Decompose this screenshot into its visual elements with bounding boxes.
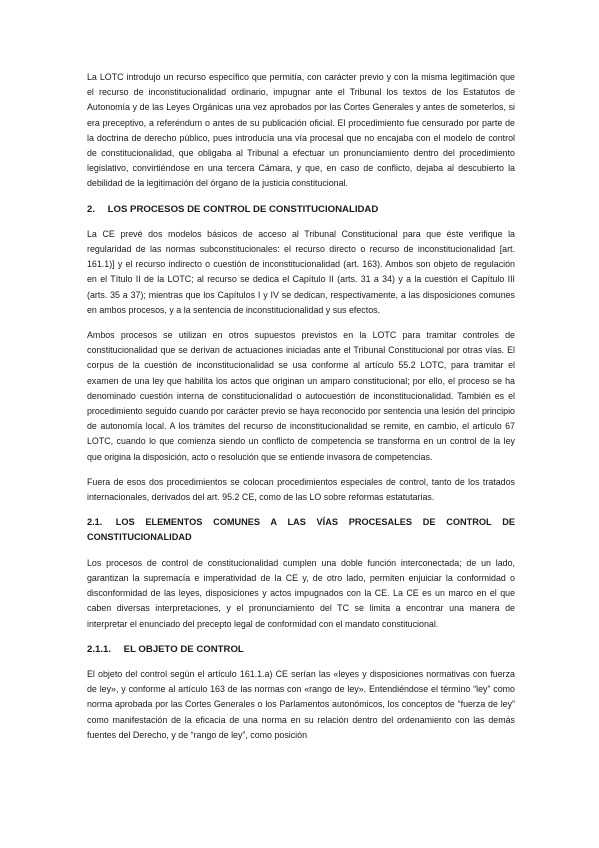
subsection-number: 2.1.: [87, 517, 103, 528]
section-heading: [87, 202, 515, 217]
paragraph: La LOTC introdujo un recurso específico que permitía, con carácter previo y con la misma legitimación que el recurso de inconstitucionalidad ordinario, impugnar ante el Tribunal los textos de los Estatutos de Autonomía y de las Leyes Orgánicas una vez aprobados por las Cortes Generales y antes de someterlos, si era preceptivo, a referéndum o antes de su publicación oficial. El procedimiento fue censurado por parte de la doctrina de derecho público, pues introducía una vía procesal que no encajaba con el modelo de control de constitucionalidad, que obligaba al Tribunal a efectuar un pronunciamiento dentro del procedimiento legislativo, convirtiéndose en una tercera Cámara, y que, en caso de conflicto, dejaba al descubierto la debilidad de la legitimación del órgano de la justicia constitucional.: [87, 72, 515, 189]
section-number: 2.: [87, 203, 96, 215]
subsubsection-heading: [87, 642, 515, 657]
subsection-title: LOS ELEMENTOS COMUNES A LAS VÍAS PROCESALES DE CONTROL DE CONSTITUCIONALIDAD: [87, 517, 515, 543]
paragraph: Ambos procesos se utilizan en otros supuestos previstos en la LOTC para tramitar controles de constitucionalidad que se derivan de actuaciones iniciadas ante el Tribunal Constitucional por otras vías. El corpus de la cuestión de inconstitucionalidad se usa conforme al artículo 55.2 LOTC, para tramitar el examen de una ley que habilita los actos que originan un amparo constitucional; por ello, el proceso se ha denominado cuestión interna de constitucionalidad o autocuestión de inconstitucionalidad. También es el procedimiento seguido cuando por carácter previo se haya reconocido por sentencia una lesión del principio de autonomía local. A los trámites del recurso de inconstitucionalidad se remite, en cambio, el artículo 67 LOTC, cuando lo que comienza siendo un conflicto de competencia se transforma en un control de la ley que origina la disposición, acto o resolución que se entiende invasora de competencias.: [87, 330, 515, 462]
paragraph: La CE prevé dos modelos básicos de acceso al Tribunal Constitucional para que éste verifique la regularidad de las normas subconstitucionales: el recurso directo o recurso de inconstitucionalidad [art. 161.1)] y el recurso indirecto o cuestión de inconstitucionalidad (art. 163). Ambos son objeto de regulación en el Título II de la LOTC; al recurso se dedica el Capítulo II (arts. 31 a 34) y a la cuestión el Capítulo III (arts. 35 a 37); mientras que los Capítulos I y IV se dedican, respectivamente, a las disposiciones comunes en ambos procesos, y a la sentencia de inconstitucionalidad y sus efectos.: [87, 228, 515, 315]
subsection-heading: [87, 515, 515, 545]
paragraph: Los procesos de control de constitucionalidad cumplen una doble función interconectada; de un lado, garantizan la supremacía e imperatividad de la CE y, de otro lado, permiten enjuiciar la conformidad o disconformidad de las leyes, disposiciones y actos impugnados con la CE. La CE es un marco en el que caben diversas interpretaciones, y el pronunciamiento del TC se limita a encontrar una manera de interpretar el enunciado del precepto legal de conformidad con el mandato constitucional.: [87, 557, 515, 629]
subsubsection-title: EL OBJETO DE CONTROL: [123, 643, 244, 655]
document-page: [87, 70, 515, 753]
section-title: LOS PROCESOS DE CONTROL DE CONSTITUCIONALIDAD: [107, 203, 379, 215]
paragraph: El objeto del control según el artículo 161.1.a) CE serían las «leyes y disposiciones normativas con fuerza de ley», y conforme al artículo 163 de las normas con «rango de ley». Entendiéndose el término “ley” como norma aprobada por las Cortes Generales o los Parlamentos autonómicos, los conceptos de “fuerza de ley” como manifestación de la eficacia de una norma en su relación dentro del ordenamiento con las demás fuentes del Derecho, y de “rango de ley”, como posición: [87, 668, 515, 740]
subsubsection-number: 2.1.1.: [87, 643, 112, 655]
paragraph: Fuera de esos dos procedimientos se colocan procedimientos especiales de control, tanto de los tratados internacionales, derivados del art. 95.2 CE, como de las LO sobre reformas estatutarias.: [87, 476, 515, 503]
